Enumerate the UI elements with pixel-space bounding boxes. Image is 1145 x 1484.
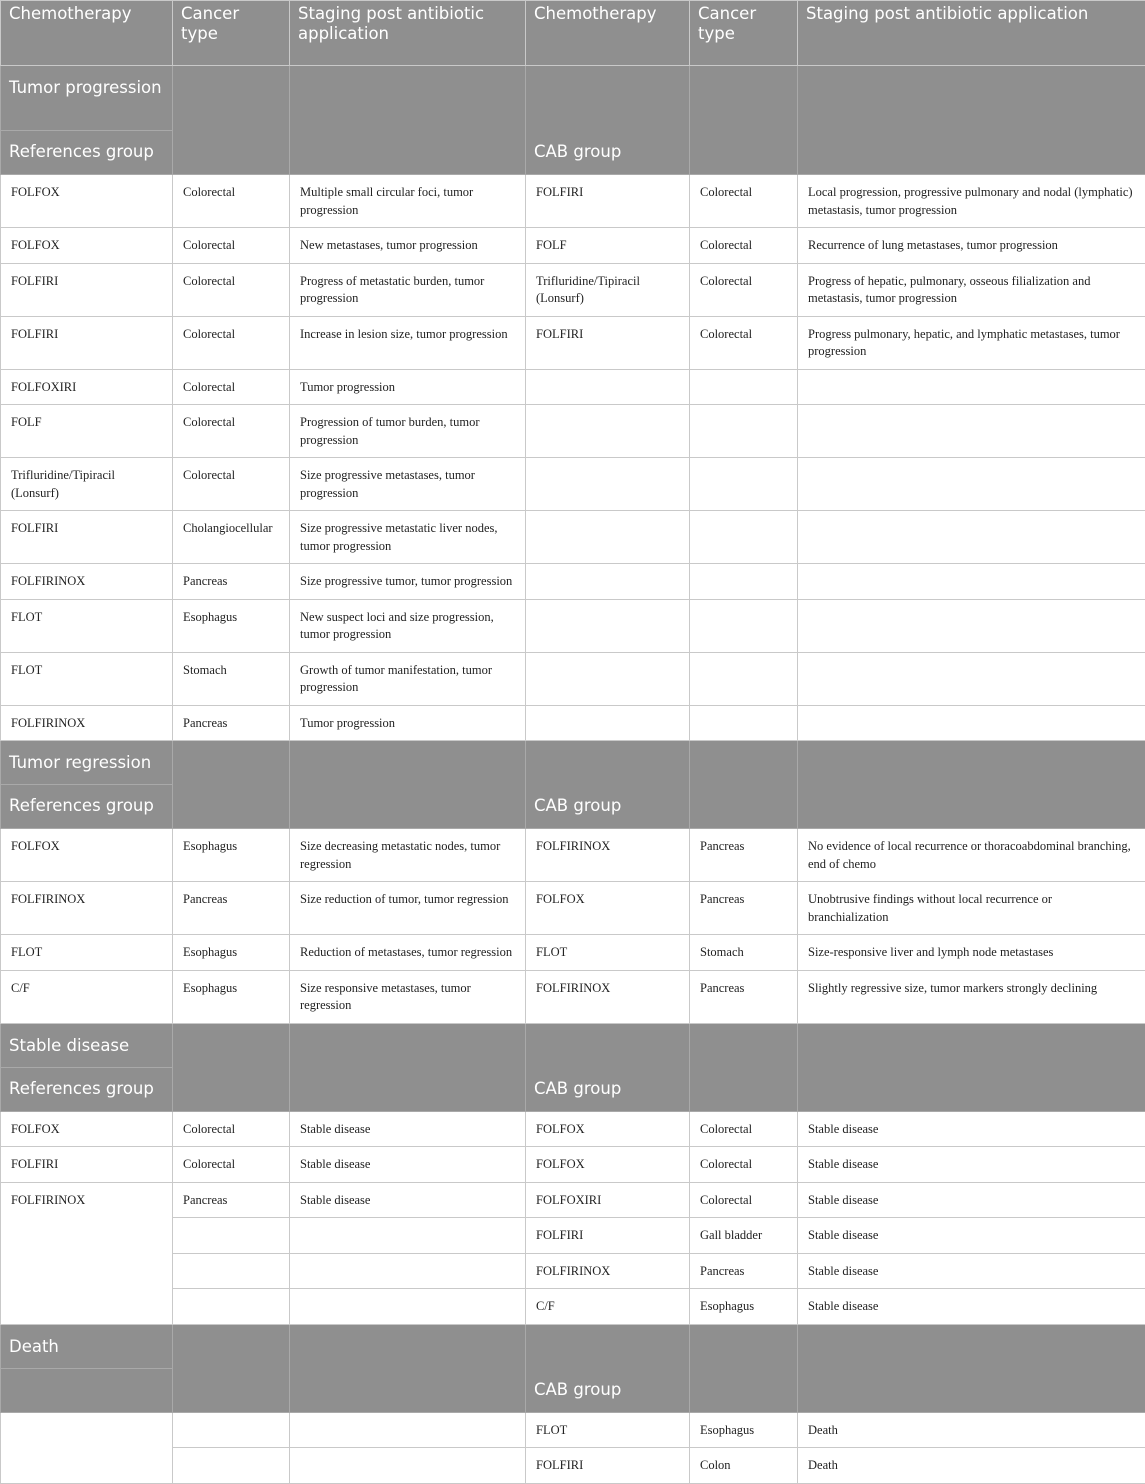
table-cell: Gall bladder [690,1218,798,1254]
table-cell: Recurrence of lung metastases, tumor progression [798,228,1145,264]
table-row [1,1147,1145,1183]
table-cell: FOLFIRI [1,316,173,369]
cab-group-label: CAB group [526,66,690,175]
table-cell [290,1448,526,1484]
table-cell: Stable disease [798,1147,1145,1183]
section-blank-cell [173,1324,290,1412]
cab-group-label: CAB group [526,1324,690,1412]
table-cell [798,652,1145,705]
table-row [1,175,1145,228]
section-blank-cell [690,1023,798,1111]
table-cell [526,652,690,705]
table-cell: Size progressive metastases, tumor progression [290,458,526,511]
table-cell [690,511,798,564]
table-cell: C/F [526,1289,690,1325]
table-row [1,1448,1145,1484]
table-cell: Size-responsive liver and lymph node metastases [798,935,1145,971]
section-blank-cell [290,66,526,175]
table-cell [526,511,690,564]
table-row [1,1182,1145,1218]
table-cell: FOLFOX [526,1147,690,1183]
table-cell: Progress pulmonary, hepatic, and lymphatic metastases, tumor progression [798,316,1145,369]
table-cell: FLOT [526,1412,690,1448]
table-cell: Colon [690,1448,798,1484]
table-cell: FOLFOX [1,228,173,264]
table-cell: Pancreas [690,882,798,935]
table-cell: Colorectal [690,1111,798,1147]
table-cell [526,599,690,652]
table-row [1,829,1145,882]
table-cell: Colorectal [173,1111,290,1147]
table-row [1,564,1145,600]
section-blank-cell [290,1324,526,1412]
table-cell: New metastases, tumor progression [290,228,526,264]
table-cell: Growth of tumor manifestation, tumor progression [290,652,526,705]
table-cell: Size progressive tumor, tumor progression [290,564,526,600]
table-cell: Progression of tumor burden, tumor progression [290,405,526,458]
table-cell [526,458,690,511]
table-cell: Colorectal [173,405,290,458]
table-cell: Stable disease [798,1111,1145,1147]
table-row [1,511,1145,564]
section-title: Tumor regression [1,741,173,785]
header-row [1,1,1145,66]
table-cell: FOLFIRI [1,511,173,564]
table-cell [690,599,798,652]
table-cell: Colorectal [690,316,798,369]
section-title: Tumor progression [1,66,173,131]
table-cell: Unobtrusive findings without local recurrence or branchialization [798,882,1145,935]
table-cell: Stable disease [798,1289,1145,1325]
header-chemotherapy-cab: Chemotherapy [526,1,690,66]
table-cell: Size reduction of tumor, tumor regression [290,882,526,935]
cab-group-label: CAB group [526,1023,690,1111]
table-row [1,1111,1145,1147]
section-title-row [1,66,1145,131]
section-title-row [1,1023,1145,1067]
table-cell [526,564,690,600]
table-cell [290,1412,526,1448]
table-cell [290,1289,526,1325]
table-cell [690,458,798,511]
section-blank-cell [690,66,798,175]
table-cell: Colorectal [173,458,290,511]
references-group-label: References group [1,785,173,829]
table-cell: Tumor progression [290,369,526,405]
table-cell: Death [798,1448,1145,1484]
table-cell: Reduction of metastases, tumor regression [290,935,526,971]
section-blank-cell [798,66,1145,175]
table-cell: Stable disease [798,1218,1145,1254]
table-cell: Colorectal [173,263,290,316]
table-cell: Multiple small circular foci, tumor progression [290,175,526,228]
section-blank-cell [173,66,290,175]
table-cell [290,1218,526,1254]
section-title: Death [1,1324,173,1368]
table-row [1,458,1145,511]
table-cell [798,369,1145,405]
table-row [1,405,1145,458]
section-blank-cell [173,741,290,829]
table-row [1,1412,1145,1448]
table-cell: FOLFOX [1,829,173,882]
table-cell [173,1253,290,1289]
table-cell [798,405,1145,458]
table-cell [690,564,798,600]
table-cell: FOLFIRINOX [1,564,173,600]
table-cell: FOLFIRINOX [526,970,690,1023]
table-row [1,369,1145,405]
table-cell: Stable disease [290,1111,526,1147]
table-cell: Esophagus [173,829,290,882]
table-cell: Trifluridine/Tipiracil (Lonsurf) [526,263,690,316]
table-cell: FOLFIRI [1,1147,173,1183]
section-blank-cell [290,1023,526,1111]
header-cancer-type-ref: Cancer type [173,1,290,66]
section-blank-cell [690,741,798,829]
table-cell: FLOT [526,935,690,971]
table-cell: Pancreas [173,882,290,935]
table-cell: FOLFIRINOX [1,882,173,935]
table-cell: Colorectal [690,263,798,316]
table-cell [290,1253,526,1289]
table-cell: FOLFOX [526,882,690,935]
table-cell: Colorectal [690,1147,798,1183]
references-group-label: References group [1,131,173,175]
table-cell: Slightly regressive size, tumor markers strongly declining [798,970,1145,1023]
header-staging-ref: Staging post antibiotic application [290,1,526,66]
table-row [1,705,1145,741]
section-tumor-regression [1,741,1145,1024]
table-cell: Colorectal [690,1182,798,1218]
table-cell [690,369,798,405]
table-cell [1,1412,173,1483]
table-cell: Progress of hepatic, pulmonary, osseous filialization and metastasis, tumor progression [798,263,1145,316]
table-cell: FOLFIRI [526,175,690,228]
table-cell [798,511,1145,564]
table-cell [526,405,690,458]
references-group-label: References group [1,1067,173,1111]
table-cell: FOLFOXIRI [526,1182,690,1218]
table-cell: Esophagus [173,970,290,1023]
table-cell: Pancreas [690,970,798,1023]
table-cell: FLOT [1,599,173,652]
table-cell: Esophagus [173,599,290,652]
section-title: Stable disease [1,1023,173,1067]
table-cell [173,1289,290,1325]
table-cell: Size progressive metastatic liver nodes, tumor progression [290,511,526,564]
table-cell: FOLFIRINOX [526,1253,690,1289]
section-stable-disease [1,1023,1145,1324]
table-cell [690,652,798,705]
section-blank-cell [290,741,526,829]
table-cell: FOLFOXIRI [1,369,173,405]
table-row [1,935,1145,971]
header-chemotherapy-ref: Chemotherapy [1,1,173,66]
table-cell [173,1218,290,1254]
table-cell: New suspect loci and size progression, tumor progression [290,599,526,652]
table-cell: No evidence of local recurrence or thoracoabdominal branching, end of chemo [798,829,1145,882]
table-cell [173,1412,290,1448]
section-title-row [1,1324,1145,1368]
table-cell: Stomach [173,652,290,705]
table-cell: Progress of metastatic burden, tumor progression [290,263,526,316]
table-cell: Cholangiocellular [173,511,290,564]
table-cell: FOLFIRI [526,1218,690,1254]
table-cell: FOLFIRI [526,1448,690,1484]
table-cell [526,369,690,405]
table-row [1,263,1145,316]
section-blank-cell [173,1023,290,1111]
table-cell: Size responsive metastases, tumor regression [290,970,526,1023]
header-cancer-type-cab: Cancer type [690,1,798,66]
table-cell: Pancreas [690,829,798,882]
table-cell: FOLFIRINOX [1,1182,173,1324]
table-cell: Pancreas [173,705,290,741]
table-cell: Colorectal [173,369,290,405]
table-cell: FLOT [1,935,173,971]
section-blank-cell [690,1324,798,1412]
table-cell: FOLFIRINOX [526,829,690,882]
table-cell: Stable disease [290,1182,526,1218]
table-cell: FOLFIRI [1,263,173,316]
table-cell: Stomach [690,935,798,971]
section-blank-cell [798,1324,1145,1412]
table-cell: Pancreas [173,564,290,600]
table-cell: Colorectal [173,228,290,264]
table-cell: FOLFOX [1,175,173,228]
table-cell: Stable disease [798,1182,1145,1218]
table-cell [798,564,1145,600]
table-row [1,882,1145,935]
table-row [1,1218,1145,1254]
table-cell: Pancreas [690,1253,798,1289]
table-row [1,228,1145,264]
table-cell: Size decreasing metastatic nodes, tumor regression [290,829,526,882]
table-row [1,652,1145,705]
table-cell: Esophagus [173,935,290,971]
table-cell: FOLFOX [1,1111,173,1147]
table-cell: Stable disease [290,1147,526,1183]
section-title-row [1,741,1145,785]
table-cell: C/F [1,970,173,1023]
table-cell [798,458,1145,511]
table-cell [173,1448,290,1484]
table-cell: Colorectal [690,228,798,264]
table-cell: Stable disease [798,1253,1145,1289]
table-cell: FOLFIRI [526,316,690,369]
section-death [1,1324,1145,1483]
table-cell [798,705,1145,741]
table-cell: Colorectal [173,175,290,228]
table-cell: Colorectal [173,1147,290,1183]
table-cell [690,705,798,741]
header-staging-cab: Staging post antibiotic application [798,1,1145,66]
references-group-label [1,1368,173,1412]
table-row [1,1253,1145,1289]
table-row [1,970,1145,1023]
table-row [1,316,1145,369]
table-row [1,599,1145,652]
table-cell: Esophagus [690,1289,798,1325]
table-cell: Colorectal [173,316,290,369]
table-cell: Death [798,1412,1145,1448]
section-blank-cell [798,1023,1145,1111]
table-cell: FOLF [1,405,173,458]
table-cell: Local progression, progressive pulmonary and nodal (lymphatic) metastasis, tumor progression [798,175,1145,228]
table-cell: FOLFIRINOX [1,705,173,741]
table-cell [526,705,690,741]
table-cell: Trifluridine/Tipiracil (Lonsurf) [1,458,173,511]
section-tumor-progression [1,66,1145,741]
cab-group-label: CAB group [526,741,690,829]
table-cell: FLOT [1,652,173,705]
section-blank-cell [798,741,1145,829]
table-cell: FOLFOX [526,1111,690,1147]
table-cell [798,599,1145,652]
table-row [1,1289,1145,1325]
table-cell: Increase in lesion size, tumor progression [290,316,526,369]
table-cell: Esophagus [690,1412,798,1448]
table-cell: Tumor progression [290,705,526,741]
table-cell [690,405,798,458]
table-cell: Colorectal [690,175,798,228]
table-cell: FOLF [526,228,690,264]
table-cell: Pancreas [173,1182,290,1218]
